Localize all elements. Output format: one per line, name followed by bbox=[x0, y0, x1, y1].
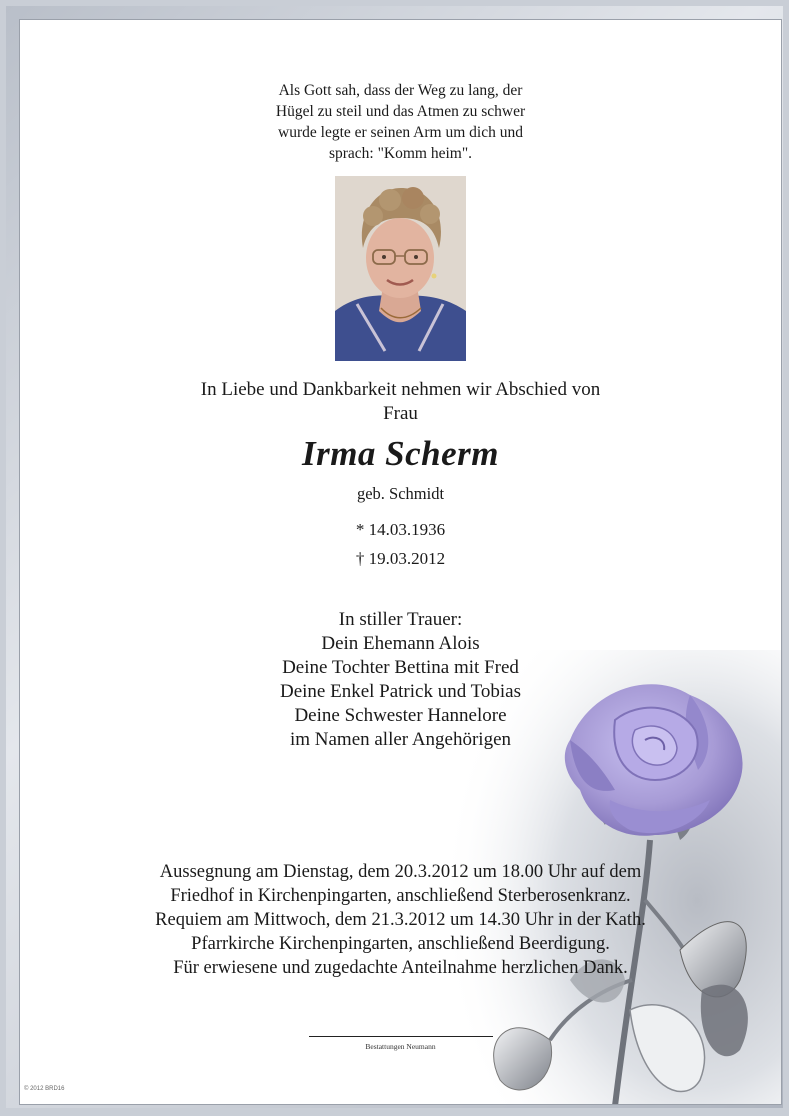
funeral-details bbox=[20, 860, 781, 980]
mourner-line: Deine Schwester Hannelore bbox=[294, 705, 507, 726]
mourner-line: im Namen aller Angehörigen bbox=[289, 729, 512, 750]
funeral-line: Friedhof in Kirchenpingarten, anschließend Sterberosenkranz. bbox=[170, 886, 631, 906]
copyright-note: © 2012 BRD16 bbox=[24, 1086, 65, 1092]
intro-text bbox=[20, 378, 781, 426]
funeral-line: Pfarrkirche Kirchenpingarten, anschließend Beerdigung. bbox=[191, 934, 610, 954]
mourners-list bbox=[20, 608, 781, 752]
intro-line: In Liebe und Dankbarkeit nehmen wir Abschied von bbox=[200, 379, 601, 400]
funeral-line: Für erwiesene und zugedachte Anteilnahme herzlichen Dank. bbox=[173, 958, 628, 978]
signature-line bbox=[309, 1036, 493, 1037]
death-date: † 19.03.2012 bbox=[355, 549, 446, 568]
poem-line: wurde legte er seinen Arm um dich und bbox=[278, 124, 523, 141]
mourners-heading: In stiller Trauer: bbox=[338, 609, 463, 630]
mourner-line: Deine Tochter Bettina mit Fred bbox=[282, 657, 519, 678]
mourner-line: Deine Enkel Patrick und Tobias bbox=[279, 681, 522, 702]
birth-date: * 14.03.1936 bbox=[355, 520, 446, 539]
mourner-line: Dein Ehemann Alois bbox=[321, 633, 480, 654]
intro-line: Frau bbox=[383, 403, 418, 424]
poem-line: Hügel zu steil und das Atmen zu schwer bbox=[275, 103, 526, 120]
frame-border bbox=[6, 6, 783, 1108]
funeral-home-name: Bestattungen Neumann bbox=[365, 1042, 436, 1051]
obituary-card bbox=[19, 19, 782, 1105]
funeral-line: Requiem am Mittwoch, dem 21.3.2012 um 14.30 Uhr in der Kath. bbox=[155, 910, 646, 930]
poem-line: sprach: "Komm heim". bbox=[328, 145, 473, 162]
portrait-photo bbox=[335, 176, 466, 361]
funeral-line: Aussegnung am Dienstag, dem 20.3.2012 um 18.00 Uhr auf dem bbox=[159, 862, 642, 882]
deceased-name: Irma Scherm bbox=[301, 434, 500, 473]
maiden-name: geb. Schmidt bbox=[356, 484, 445, 503]
poem-line: Als Gott sah, dass der Weg zu lang, der bbox=[278, 82, 523, 99]
poem bbox=[20, 80, 781, 164]
